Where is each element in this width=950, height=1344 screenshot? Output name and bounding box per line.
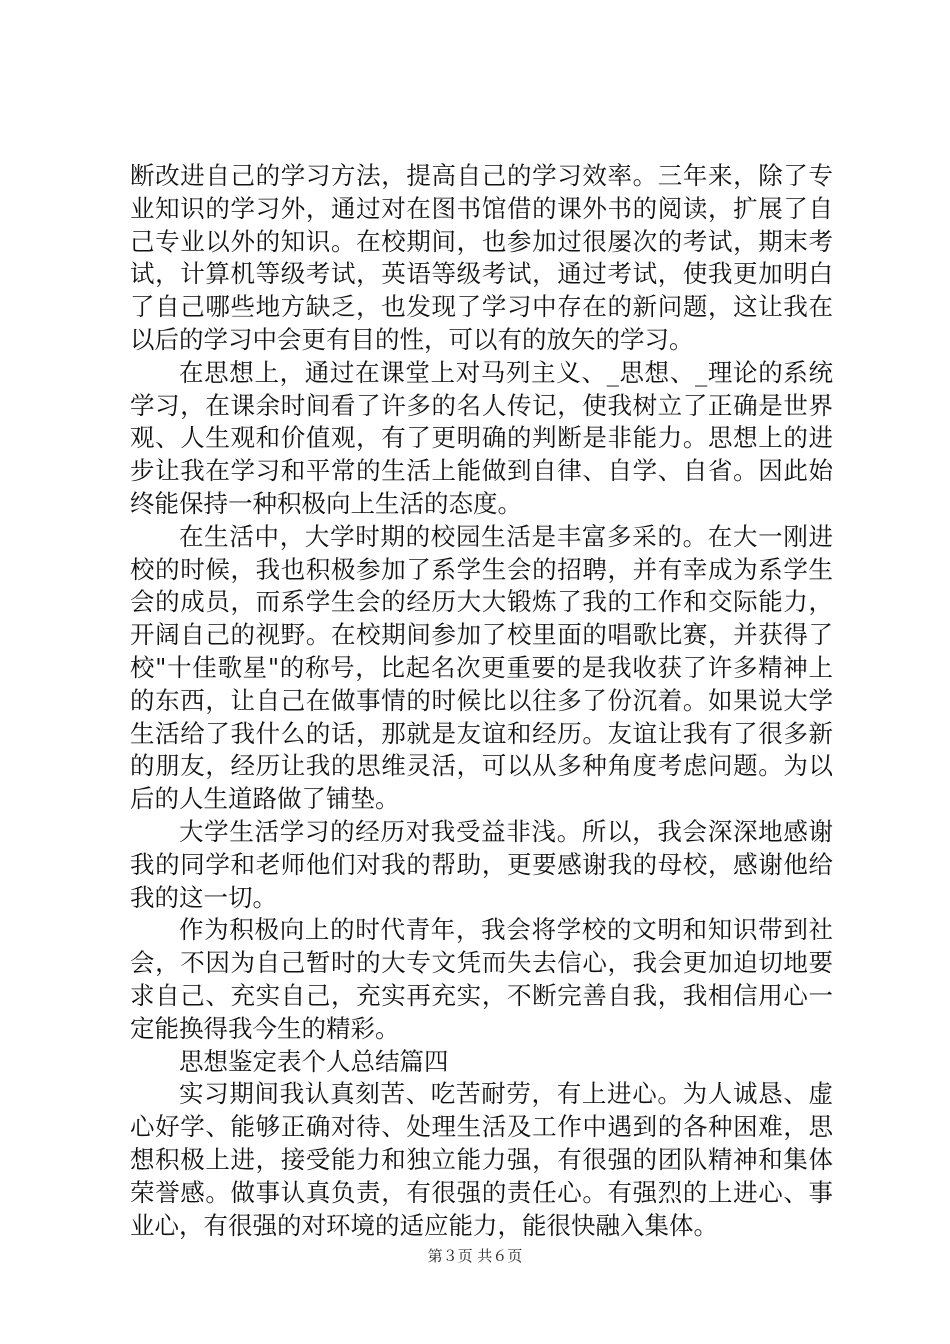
paragraph-gratitude: 大学生活学习的经历对我受益非浅。所以，我会深深地感谢我的同学和老师他们对我的帮助，更要感谢我的母校，感谢他给我的这一切。	[130, 816, 833, 912]
paragraph-study-continued: 断改进自己的学习方法，提高自己的学习效率。三年来，除了专业知识的学习外，通过对在图书馆借的课外书的阅读，扩展了自己专业以外的知识。在校期间，也参加过很屡次的考试，期末考试，计算机等级考试，英语等级考试，通过考试，使我更加明白了自己哪些地方缺乏，也发现了学习中存在的新问题，这让我在以后的学习中会更有目的性，可以有的放矢的学习。	[130, 161, 833, 354]
section-heading: 思想鉴定表个人总结篇四	[179, 1046, 449, 1076]
paragraph-thought: 在思想上，通过在课堂上对马列主义、_思想、_理论的系统学习，在课余时间看了许多的名人传记，使我树立了正确是世界观、人生观和价值观，有了更明确的判断是非能力。思想上的进步让我在学习和平常的生活上能做到自律、自学、自省。因此始终能保持一种积极向上生活的态度。	[130, 357, 833, 518]
document-body	[130, 160, 833, 1242]
paragraph-life: 在生活中，大学时期的校园生活是丰富多采的。在大一刚进校的时候，我也积极参加了系学生会的招聘，并有幸成为系学生会的成员，而系学生会的经历大大锻炼了我的工作和交际能力，开阔自己的视野。在校期间参加了校里面的唱歌比赛，并获得了校"十佳歌星"的称号，比起名次更重要的是我收获了许多精神上的东西，让自己在做事情的时候比以往多了份沉着。如果说大学生活给了我什么的话，那就是友谊和经历。友谊让我有了很多新的朋友，经历让我的思维灵活，可以从多种角度考虑问题。为以后的人生道路做了铺垫。	[130, 521, 833, 814]
page-number-footer: 第３页 共６页	[427, 1247, 523, 1265]
paragraph-internship: 实习期间我认真刻苦、吃苦耐劳，有上进心。为人诚恳、虚心好学、能够正确对待、处理生活及工作中遇到的各种困难，思想积极上进，接受能力和独立能力强，有很强的团队精神和集体荣誉感。做事认真负责，有很强的责任心。有强烈的上进心、事业心，有很强的对环境的适应能力，能很快融入集体。	[130, 1079, 833, 1240]
paragraph-aspiration: 作为积极向上的时代青年，我会将学校的文明和知识带到社会，不因为自己暂时的大专文凭而失去信心，我会更加迫切地要求自己、充实自己，充实再充实，不断完善自我，我相信用心一定能换得我今生的精彩。	[130, 915, 833, 1043]
